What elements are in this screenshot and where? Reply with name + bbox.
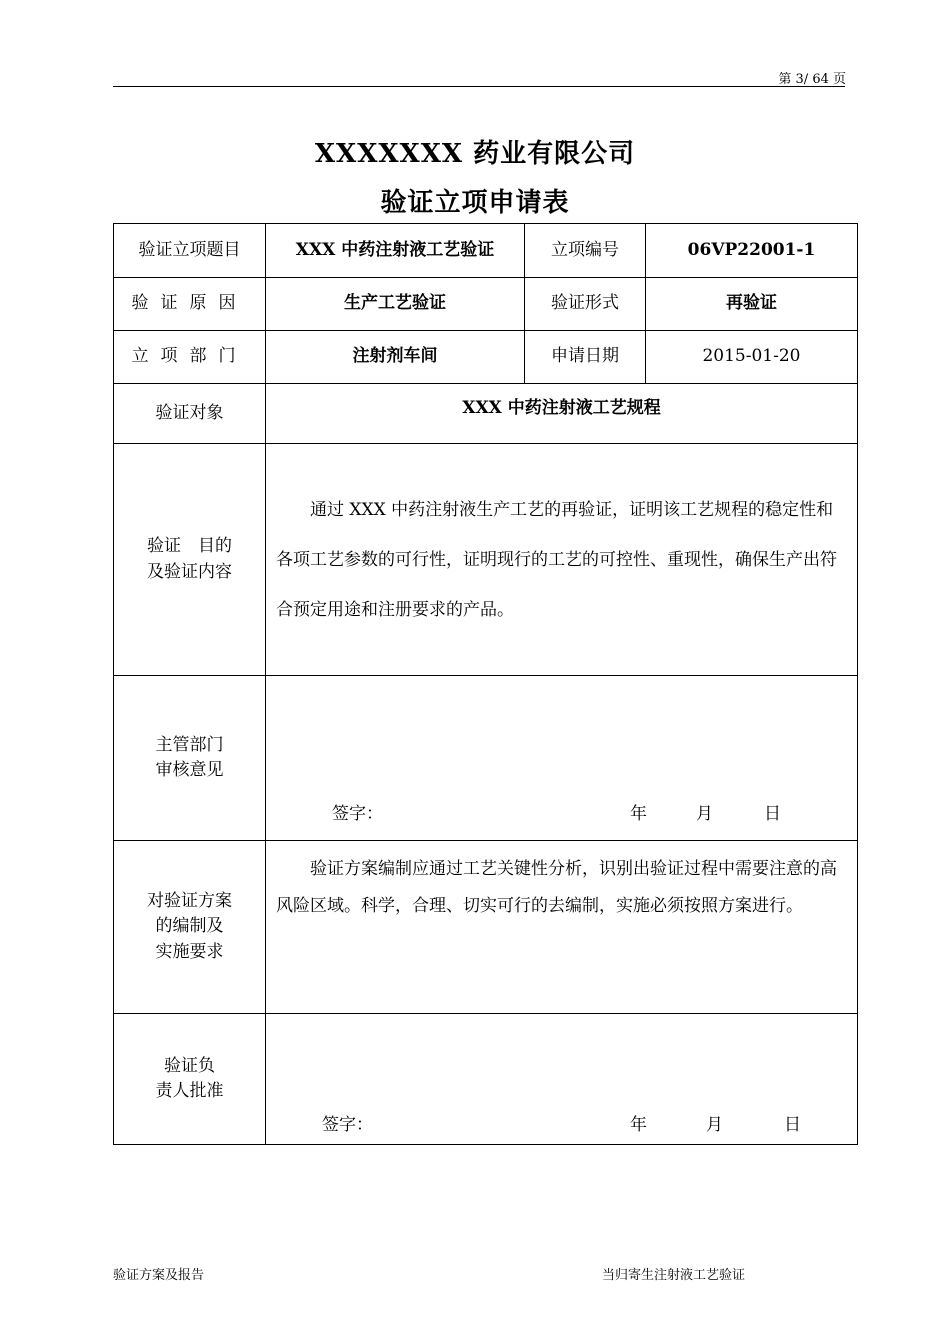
value-reason: 生产工艺验证 (266, 278, 525, 331)
form-row-purpose (114, 444, 858, 676)
value-project-number: 06VP22001-1 (646, 224, 858, 278)
label-form-type: 验证形式 (525, 278, 646, 331)
label-dept-review-line1: 主管部门 (155, 734, 224, 755)
form-row-approval (114, 1014, 858, 1145)
form-row-plan-requirements (114, 841, 858, 1014)
day-label: 日 (784, 1114, 801, 1135)
label-object: 验证对象 (114, 384, 266, 444)
form-row-object (114, 384, 858, 444)
label-apply-date: 申请日期 (525, 331, 646, 384)
value-topic: XXX 中药注射液工艺验证 (266, 224, 525, 278)
value-object: XXX 中药注射液工艺规程 (266, 384, 858, 444)
value-form-type: 再验证 (646, 278, 858, 331)
label-reason: 验证原因 (131, 293, 248, 314)
year-label: 年 (630, 1114, 647, 1135)
form-row-topic (114, 224, 858, 278)
form-row-reason (114, 278, 858, 331)
value-apply-date: 2015-01-20 (646, 331, 858, 384)
company-title: XXXXXXX 药业有限公司 (314, 139, 636, 169)
day-label: 日 (764, 803, 781, 824)
month-label: 月 (696, 803, 713, 824)
signature-label: 签字： (322, 1114, 373, 1135)
form-row-department (114, 331, 858, 384)
label-purpose-line1: 验证 目的 (147, 536, 232, 556)
label-purpose-line2: 及验证内容 (147, 561, 232, 582)
header-rule (113, 86, 845, 87)
label-topic: 验证立项题目 (114, 224, 266, 278)
footer-left: 验证方案及报告 (113, 1268, 205, 1283)
plan-requirements-content: 验证方案编制应通过工艺关键性分析，识别出验证过程中需要注意的高风险区域。科学，合理、切实可行的去编制，实施必须按照方案进行。 (276, 859, 837, 916)
validation-application-form (113, 223, 858, 1145)
label-plan-requirements (114, 841, 266, 1014)
dept-review-cell (266, 676, 858, 841)
month-label: 月 (706, 1114, 723, 1135)
purpose-cell (266, 444, 858, 676)
form-row-dept-review (114, 676, 858, 841)
purpose-content: 通过 XXX 中药注射液生产工艺的再验证，证明该工艺规程的稳定性和各项工艺参数的可行性，证明现行的工艺的可控性、重现性，确保生产出符合预定用途和注册要求的产品。 (276, 499, 837, 620)
label-approval-line1: 验证负 (164, 1055, 215, 1076)
footer-right: 当归寄生注射液工艺验证 (602, 1268, 746, 1283)
signature-label: 签字： (332, 803, 383, 824)
page-number: 第 3/ 64 页 (778, 72, 846, 87)
label-department: 立项部门 (131, 346, 248, 367)
value-department: 注射剂车间 (266, 331, 525, 384)
label-approval-line2: 责人批准 (155, 1081, 224, 1101)
label-plan-line3: 实施要求 (155, 941, 224, 962)
form-title: 验证立项申请表 (380, 188, 570, 218)
label-dept-review (114, 676, 266, 841)
label-project-number: 立项编号 (525, 224, 646, 278)
label-plan-line2: 的编制及 (155, 916, 224, 937)
approval-cell (266, 1014, 858, 1145)
year-label: 年 (630, 803, 647, 824)
label-approval (114, 1014, 266, 1145)
plan-requirements-cell (266, 841, 858, 1014)
label-plan-line1: 对验证方案 (147, 890, 232, 911)
label-dept-review-line2: 审核意见 (155, 760, 224, 780)
label-purpose (114, 444, 266, 676)
